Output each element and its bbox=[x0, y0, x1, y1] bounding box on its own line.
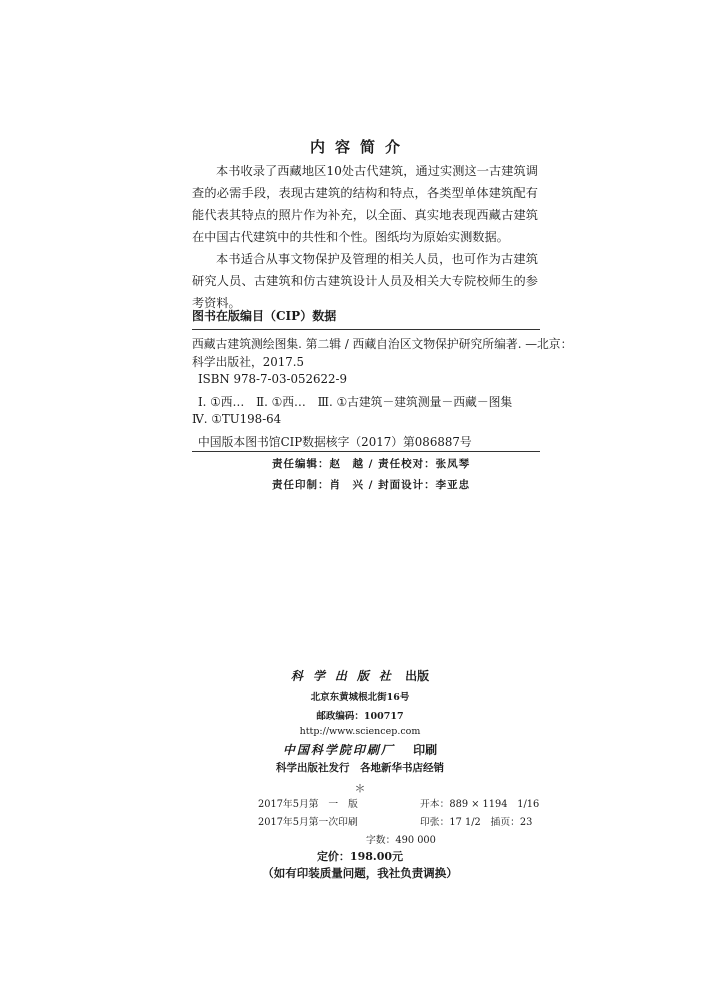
cip-record-number: 中国版本图书馆CIP数据核字（2017）第086887号 bbox=[198, 434, 472, 449]
word-count: 字数：490 000 bbox=[366, 835, 436, 846]
intro-paragraph-1: 本书收录了西藏地区10处古代建筑，通过实测这一古建筑调查的必需手段，表现古建筑的结构和特点，各类型单体建筑配有能代表其特点的照片作为补充，以全面、真实地表现西藏古建筑在中国古代建筑中的共性和个性。图纸均为原始实测数据。 bbox=[192, 164, 538, 244]
quality-notice: （如有印装质量问题，我社负责调换） bbox=[262, 866, 458, 880]
cip-publisher-line: 科学出版社，2017.5 bbox=[192, 354, 305, 369]
distribution-line: 科学出版社发行 各地新华书店经销 bbox=[276, 762, 444, 774]
cip-class-line-2: Ⅳ. ①TU198-64 bbox=[192, 412, 282, 426]
separator-asterisk: ＊ bbox=[354, 782, 366, 795]
publisher-url: http://www.sciencep.com bbox=[299, 726, 421, 737]
cip-bottom-rule bbox=[192, 451, 540, 452]
publisher-logo-text: 科学出版社 bbox=[290, 669, 401, 683]
intro-paragraph-2: 本书适合从事文物保护及管理的相关人员，也可作为古建筑研究人员、古建筑和仿古建筑设计人员及相关大专院校师生的参考资料。 bbox=[192, 252, 538, 310]
cip-class-line-1: Ⅰ. ①西… Ⅱ. ①西… Ⅲ. ①古建筑－建筑测量－西藏－图集 bbox=[198, 394, 513, 409]
price: 定价：198.00元 bbox=[316, 850, 404, 863]
cip-isbn: ISBN 978-7-03-052622-9 bbox=[198, 372, 347, 386]
credits-editors: 责任编辑：赵 越 / 责任校对：张凤琴 bbox=[272, 458, 471, 470]
edition-details bbox=[258, 796, 539, 850]
cip-title-line: 西藏古建筑测绘图集. 第二辑 / 西藏自治区文物保护研究所编著. —北京： bbox=[192, 337, 573, 351]
edition-date: 2017年5月第 一 版 bbox=[258, 799, 358, 810]
print-date: 2017年5月第一次印刷 bbox=[258, 817, 358, 828]
publisher-line bbox=[0, 667, 720, 684]
publisher-address: 北京东黄城根北街16号 bbox=[310, 692, 410, 703]
credits bbox=[272, 454, 470, 496]
publisher-suffix: 出版 bbox=[405, 669, 430, 683]
publisher-postcode: 邮政编码：100717 bbox=[316, 711, 404, 722]
cip-top-rule bbox=[192, 329, 540, 330]
intro-text bbox=[192, 160, 538, 310]
page-title: 内容简介 bbox=[309, 138, 410, 156]
cip-block bbox=[192, 336, 573, 451]
print-sheets: 印张：17 1/2 插页：23 bbox=[420, 817, 533, 828]
printer-line bbox=[0, 741, 720, 758]
cip-heading: 图书在版编目（CIP）数据 bbox=[192, 309, 337, 323]
edition-row-2 bbox=[258, 814, 539, 832]
edition-row-1 bbox=[258, 796, 539, 814]
credits-production: 责任印制：肖 兴 / 封面设计：李亚忠 bbox=[272, 479, 471, 491]
edition-format: 开本：889 × 1194 1/16 bbox=[420, 799, 540, 810]
printer-logo-text: 中国科学院印刷厂 bbox=[282, 743, 395, 757]
printer-suffix: 印刷 bbox=[413, 743, 438, 757]
